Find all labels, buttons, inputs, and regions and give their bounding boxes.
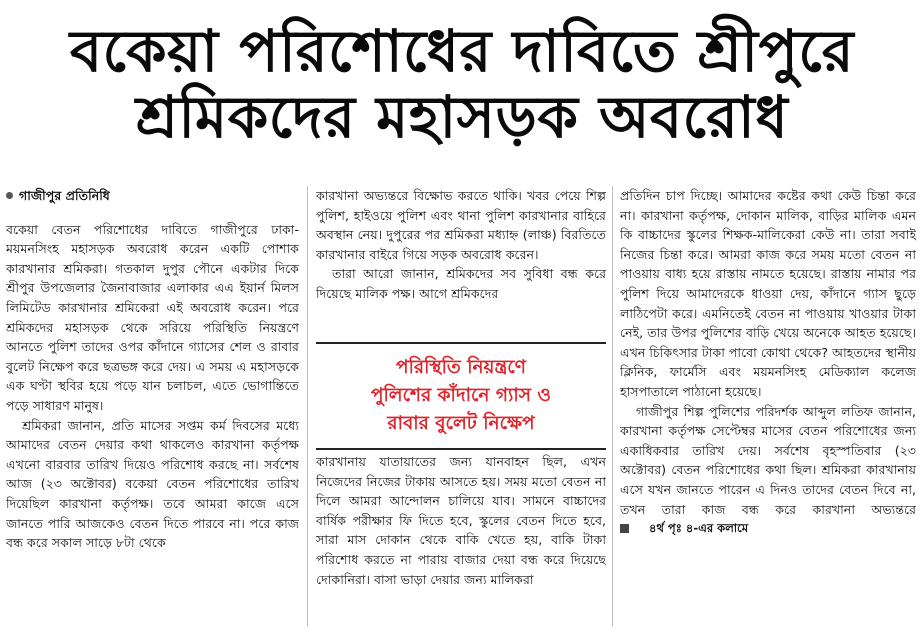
continued-text: ৪র্থ পৃঃ ৪-এর কলামে: [649, 521, 749, 536]
pull-quote: [316, 342, 606, 450]
paragraph: [620, 402, 916, 539]
pull-quote-line-1: পরিস্থিতি নিয়ন্ত্রণে: [396, 357, 526, 378]
paragraph: শ্রমিকরা জানান, প্রতি মাসের সপ্তম কর্ম দিবসের মধ্যে আমাদের বেতন দেয়ার কথা থাকলেও কারখানা কর্তৃপক্ষ এখনো বারবার তারিখ দিয়েও পরিশোধ করছে না। সর্বশেষ আজ (২৩ অক্টোবর) বকেয়া বেতন পরিশোধের তারিখ দিয়েছিল কারখানা কর্তৃপক্ষ। তবে আমরা কাজে এসে জানতে পারি আজকেও বেতন দিতে পারবে না। পরে কাজ বন্ধ করে সকাল সাড়ে ৮টা থেকে: [6, 417, 299, 551]
paragraph: প্রতিদিন চাপ দিচ্ছে। আমাদের কষ্টের কথা কেউ চিন্তা করে না। কারখানা কর্তৃপক্ষ, দোকান মালিক, বাড়ির মালিক এমন কি বাচ্চাদের স্কুলের শিক্ষক-মালিকেরা কেউ না। তারা সবাই নিজের চিন্তা করে। আমরা কাজ করে সময় মতো বেতন না পাওয়ায় বাধ্য হয়ে রাস্তায় নামতে হয়েছে। রাস্তায় নামার পর পুলিশ দিয়ে আমাদেরকে ধাওয়া দেয়, কাঁদানে গ্যাস ছুড়ে লাঠিপেটা করে। এমনিতেই বেতন না পাওয়ায় খাওয়ার টাকা নেই, তার উপর পুলিশের বাড়ি খেয়ে অনেকে আহত হয়েছে। এখন চিকিৎসার টাকা পাবো কোথা থেকে? আহতদের স্থানীয় ক্লিনিক, ফার্মেসি এবং ময়মনসিংহ মেডিক্যাল কলেজ হাসপাতালে পাঠানো হয়েছে।: [620, 188, 916, 399]
paragraph-text: গাজীপুর শিল্প পুলিশের পরিদর্শক আব্দুল লতিফ জানান, কারখানা কর্তৃপক্ষ সেপ্টেম্বর মাসের বেতন পরিশোধের জন্য একাধিকবার তারিখ দেয়। সর্বশেষ বৃহস্পতিবার (২৩ অক্টোবর) বেতন পরিশোধের কথা ছিল। শ্রমিকরা কারখানায় এসে যখন জানতে পারেন এ দিনও তাদের বেতন দিবে না, তখন তারা কাজ বন্ধ করে কারখানা অভ্যন্তরে: [620, 403, 916, 517]
column-divider: [612, 186, 613, 626]
article-column-2-top: [316, 186, 606, 336]
continued-marker[interactable]: [620, 519, 748, 539]
byline-text: গাজীপুর প্রতিনিধি: [19, 188, 110, 203]
paragraph: কারখানা অভ্যন্তরে বিক্ষোভ করতে থাকি। খবর পেয়ে শিল্প পুলিশ, হাইওয়ে পুলিশ এবং থানা পুলিশ কারখানার বাহিরে অবস্থান নেয়। দুপুরের পর শ্রমিকরা মধ্যাহ্ন (লাঞ্চ) বিরতিতে কারখানার বাইরে গিয়ে সড়ক অবরোধ করেন।: [316, 188, 606, 262]
column-divider: [307, 186, 308, 626]
article-column-3: [620, 186, 916, 626]
article-column-2-bottom: [316, 452, 606, 628]
paragraph: কারখানায় যাতায়াতের জন্য যানবাহন ছিল, এখন নিজেদের নিজের টাকায় আসতে হয়। সময় মতো বেতন না দিলে আমরা আন্দোলন চালিয়ে যাব। সামনে বাচ্চাদের বার্ষিক পরীক্ষার ফি দিতে হবে, স্কুলের বেতন দিতে হবে, সারা মাস দোকান থেকে বাকি খেতে হয়, বাকি টাকা পরিশোধ করতে না পারায় বাজার দেয়া বন্ধ করে দিয়েছে দোকানিরা। বাসা ভাড়া দেয়ার জন্য মালিকরা: [316, 454, 606, 587]
headline-line-2: শ্রমিকদের মহাসড়ক অবরোধ: [135, 83, 789, 151]
article-column-1: [6, 186, 299, 626]
pull-quote-line-3: রাবার বুলেট নিক্ষেপ: [387, 413, 535, 434]
byline: [6, 186, 299, 206]
pull-quote-line-2: পুলিশের কাঁদানে গ্যাস ও: [370, 385, 552, 406]
headline-line-1: বকেয়া পরিশোধের দাবিতে শ্রীপুরে: [69, 17, 855, 85]
paragraph: বকেয়া বেতন পরিশোধের দাবিতে গাজীপুরে ঢাকা-ময়মনসিংহ মহাসড়ক অবরোধ করেন একটি পোশাক কারখানার শ্রমিকরা। গতকাল দুপুর পৌনে একটার দিকে শ্রীপুর উপজেলার জৈনাবাজার এলাকার এএ ইয়ার্ন মিলস লিমিটেড কারখানার শ্রমিকেরা এই অবরোধ করেন। পরে শ্রমিকদের মহাসড়ক থেকে সরিয়ে পরিস্থিতি নিয়ন্ত্রণে আনতে পুলিশ তাদের ওপর কাঁদানে গ্যাসের শেল ও রাবার বুলেট নিক্ষেপ করে ছত্রভঙ্গ করে দেয়। এ সময় এ মহাসড়কে এক ঘণ্টা স্থবির হয়ে পড়ে যান চলাচল, এতে ভোগান্তিতে পড়ে সাধারণ মানুষ।: [6, 221, 299, 413]
square-icon: [620, 524, 629, 533]
headline: [0, 18, 924, 150]
bullet-icon: [6, 192, 13, 199]
paragraph: তারা আরো জানান, শ্রমিকদের সব সুবিধা বন্ধ করে দিয়েছে মালিক পক্ষ। আগে শ্রমিকদের: [316, 266, 606, 301]
